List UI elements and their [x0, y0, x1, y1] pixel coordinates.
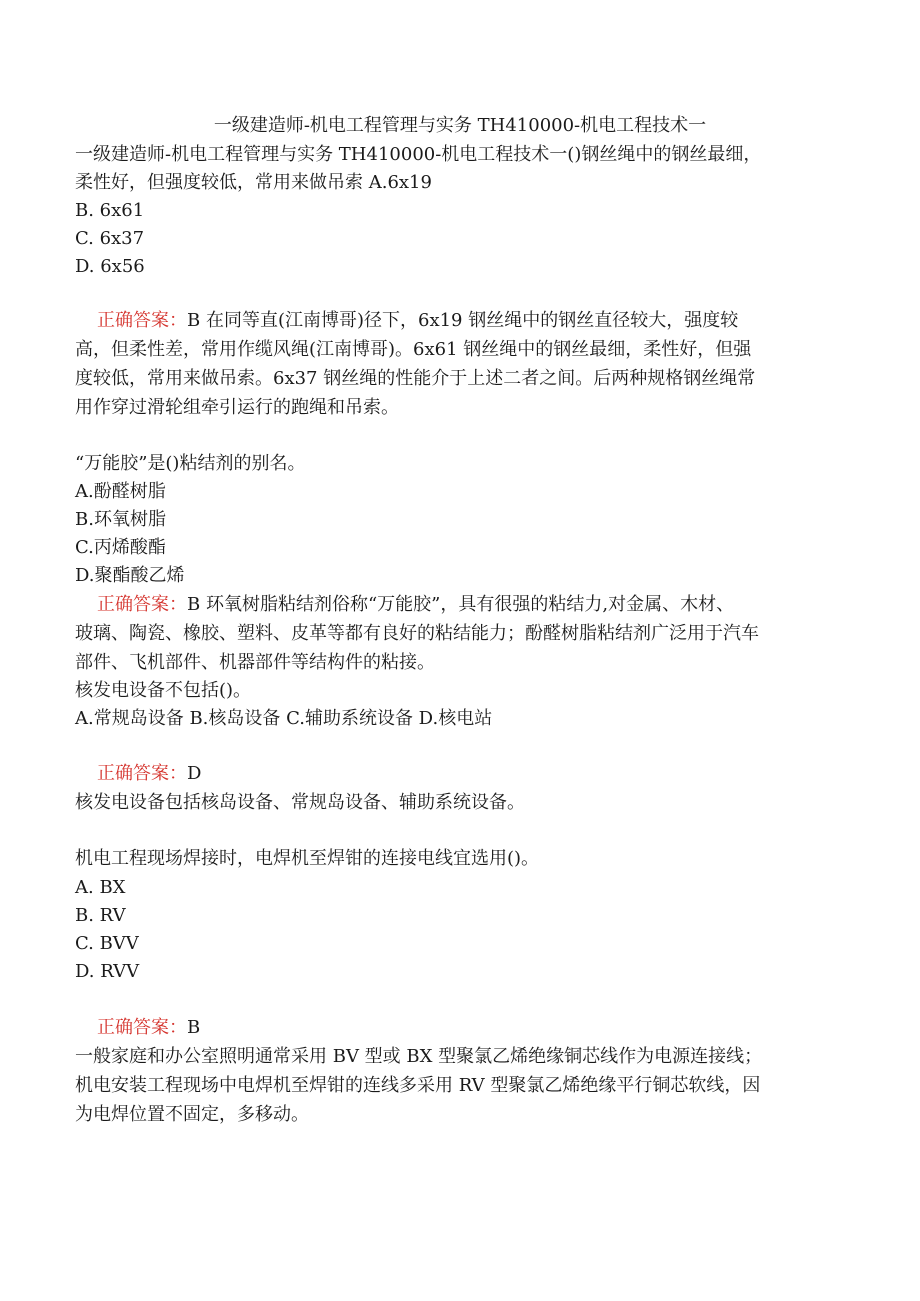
q1-stem-line-1: 一级建造师-机电工程管理与实务 TH410000-机电工程技术一()钢丝绳中的钢丝最细，	[75, 144, 762, 165]
q1-option-d: D. 6x56	[75, 256, 145, 277]
q4-answer-value: B	[187, 1017, 201, 1038]
q4-option-c: C. BVV	[75, 933, 139, 954]
q3-options: A.常规岛设备 B.核岛设备 C.辅助系统设备 D.核电站	[75, 708, 493, 729]
q3-stem: 核发电设备不包括()。	[75, 680, 252, 701]
q1-option-c: C. 6x37	[75, 228, 145, 249]
q2-explanation-1: B 环氧树脂粘结剂俗称“万能胶”，具有很强的粘结力,对金属、木材、	[187, 594, 735, 615]
q3-answer-label: 正确答案：	[97, 763, 187, 784]
q1-answer-line-1	[97, 307, 738, 335]
q4-option-a: A. BX	[75, 877, 126, 898]
q1-explanation-4: 用作穿过滑轮组牵引运行的跑绳和吊索。	[75, 397, 399, 418]
q1-explanation-2: 高，但柔性差，常用作缆风绳(江南博哥)。6x61 钢丝绳中的钢丝最细，柔性好，但强	[75, 339, 752, 360]
q3-answer-value: D	[187, 763, 202, 784]
q1-option-b: B. 6x61	[75, 200, 145, 221]
q2-answer-line-1	[97, 591, 734, 619]
q4-answer-line	[97, 1014, 200, 1042]
q2-explanation-2: 玻璃、陶瓷、橡胶、塑料、皮革等都有良好的粘结能力；酚醛树脂粘结剂广泛用于汽车	[75, 623, 759, 644]
q3-explanation-1: 核发电设备包括核岛设备、常规岛设备、辅助系统设备。	[75, 792, 525, 813]
q4-answer-label: 正确答案：	[97, 1017, 187, 1038]
q4-explanation-1: 一般家庭和办公室照明通常采用 BV 型或 BX 型聚氯乙烯绝缘铜芯线作为电源连接线；	[75, 1046, 763, 1067]
q1-explanation-3: 度较低，常用来做吊索。6x37 钢丝绳的性能介于上述二者之间。后两种规格钢丝绳常	[75, 368, 756, 389]
q1-stem-line-2: 柔性好，但强度较低，常用来做吊索 A.6x19	[75, 172, 432, 193]
q4-explanation-2: 机电安装工程现场中电焊机至焊钳的连线多采用 RV 型聚氯乙烯绝缘平行铜芯软线，因	[75, 1075, 761, 1096]
q4-stem: 机电工程现场焊接时，电焊机至焊钳的连接电线宜选用()。	[75, 848, 540, 869]
q4-option-b: B. RV	[75, 905, 126, 926]
q1-explanation-1: B 在同等直(江南博哥)径下，6x19 钢丝绳中的钢丝直径较大，强度较	[187, 310, 739, 331]
q2-stem: “万能胶”是()粘结剂的别名。	[75, 453, 306, 474]
q4-option-d: D. RVV	[75, 961, 140, 982]
q2-option-b: B.环氧树脂	[75, 509, 166, 530]
q2-answer-label: 正确答案：	[97, 594, 187, 615]
q2-option-d: D.聚酯酸乙烯	[75, 565, 185, 586]
q2-option-c: C.丙烯酸酯	[75, 537, 166, 558]
q3-answer-line	[97, 760, 201, 788]
q2-option-a: A.酚醛树脂	[75, 481, 166, 502]
q1-answer-label: 正确答案：	[97, 310, 187, 331]
q4-explanation-3: 为电焊位置不固定，多移动。	[75, 1104, 309, 1125]
q2-explanation-3: 部件、飞机部件、机器部件等结构件的粘接。	[75, 652, 435, 673]
document-title: 一级建造师-机电工程管理与实务 TH410000-机电工程技术一	[213, 115, 707, 136]
